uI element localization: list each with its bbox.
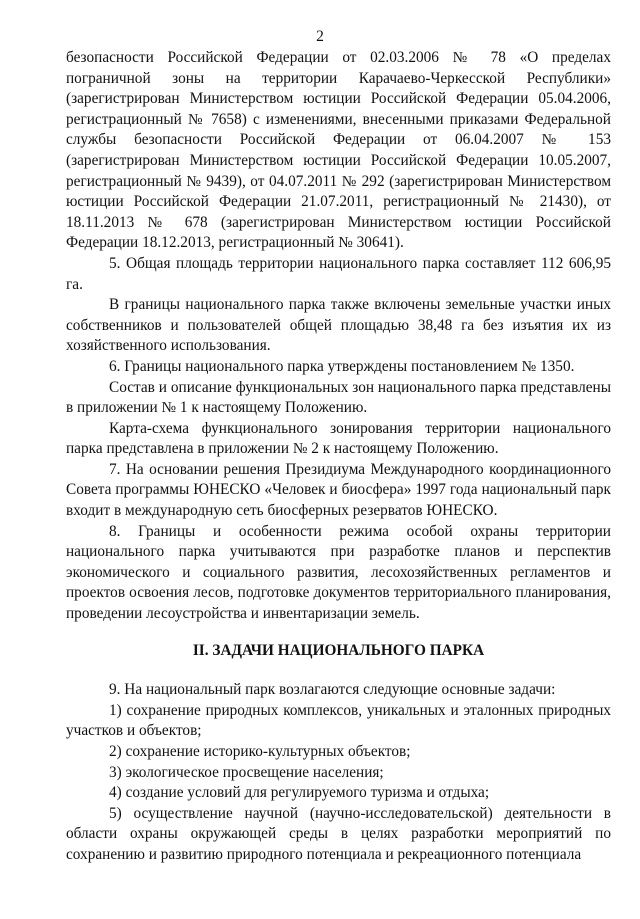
paragraph-border-zone-legislation: безопасности Российской Федерации от 02.03.2006 № 78 «О пределах пограничной зоны на территории Карачаево-Черкесской Республики» (зарегистрирован Министерством юстиции Российской Федерации 05.04.2006, регистрационный № 7658) с изменениями, внесенными приказами Федеральной службы безопасности Российской Федерации от 06.04.2007 № 153 (зарегистрирован Министерством юстиции Российской Федерации 10.05.2007, регистрационный № 9439), от 04.07.2011 № 292 (зарегистрирован Министерством юстиции Российской Федерации 21.07.2011, регистрационный № 21430), от 18.11.2013 № 678 (зарегистрирован Министерством юстиции Российской Федерации 18.12.2013, регистрационный № 30641). — [66, 49, 611, 252]
document-body — [66, 48, 611, 866]
paragraph-planning-consideration: 8. Границы и особенности режима особой охраны территории национального парка учитываются при разработке планов и перспектив экономического и социального развития, лесохозяйственных регламентов и проектов освоения лесов, подготовке документов территориального планирования, проведении лесоустройства и инвентаризации земель. — [66, 522, 611, 623]
list-item-task-1: 1) сохранение природных комплексов, уникальных и эталонных природных участков и объектов; — [66, 701, 611, 740]
list-item-task-5: 5) осуществление научной (научно-исследовательской) деятельности в области охраны окружающей среды в целях разработки мероприятий по сохранению и развитию природного потенциала и рекреационного потенциала — [66, 804, 611, 863]
paragraph-functional-zones: Состав и описание функциональных зон национального парка представлены в приложении № 1 к настоящему Положению. — [66, 378, 611, 417]
paragraph-boundaries-approval: 6. Границы национального парка утверждены постановлением № 1350. — [109, 357, 575, 375]
paragraph-park-area: 5. Общая площадь территории национального парка составляет 112 606,95 га. — [66, 254, 611, 293]
list-item-task-3: 3) экологическое просвещение населения; — [109, 763, 384, 781]
list-item-task-4: 4) создание условий для регулируемого туризма и отдыха; — [109, 784, 490, 802]
section-heading: II. ЗАДАЧИ НАЦИОНАЛЬНОГО ПАРКА — [192, 641, 485, 659]
paragraph-zoning-map: Карта-схема функционального зонирования территории национального парка представлена в приложении № 2 к настоящему Положению. — [66, 419, 611, 458]
paragraph-unesco-biosphere: 7. На основании решения Президиума Международного координационного Совета программы ЮНЕСКО «Человек и биосфера» 1997 года национальный парк входит в международную сеть биосферных резерватов ЮНЕСКО. — [66, 460, 611, 520]
paragraph-other-owners-land: В границы национального парка также включены земельные участки иных собственников и пользователей общей площадью 38,48 га без изъятия их из хозяйственного использования. — [66, 296, 611, 355]
list-item-task-2: 2) сохранение историко-культурных объектов; — [109, 743, 411, 760]
paragraph-main-tasks-intro: 9. На национальный парк возлагаются следующие основные задачи: — [109, 681, 556, 699]
page-number: 2 — [316, 28, 324, 45]
